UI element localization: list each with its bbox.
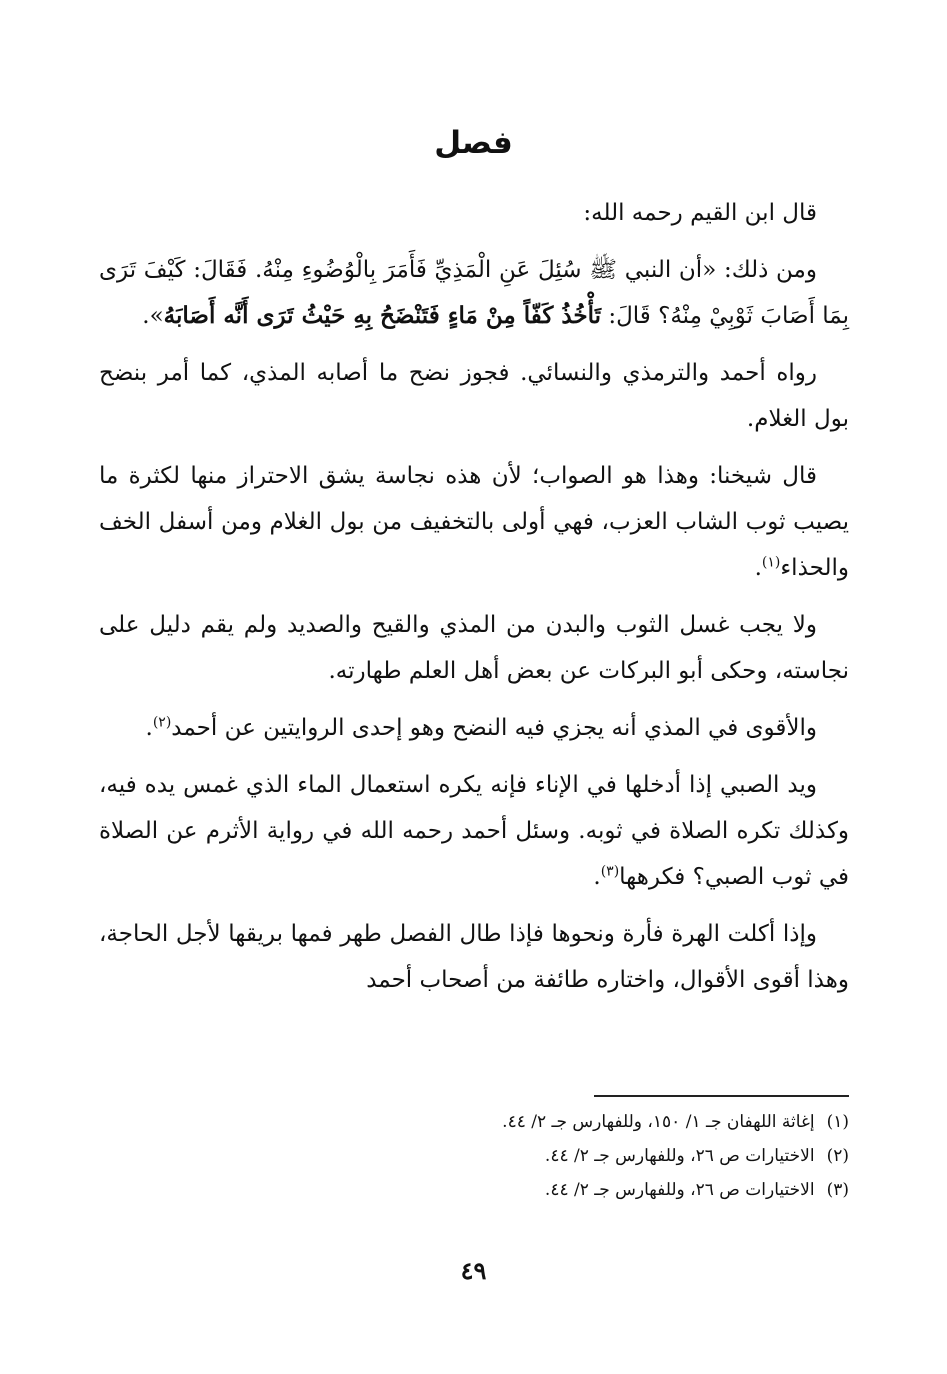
footnote-number: (٣)	[826, 1180, 849, 1200]
footnote-reference-1[interactable]: (١)	[761, 554, 781, 571]
footnote-text: إغاثة اللهفان جـ ١/ ١٥٠، وللفهارس جـ ٢/ ٤٤.	[502, 1112, 815, 1132]
paragraph-3: رواه أحمد والترمذي والنسائي. فجوز نضح ما أصابه المذي، كما أمر بنضح بول الغلام.	[99, 360, 849, 432]
paragraph-8: وإذا أكلت الهرة فأرة ونحوها فإذا طال الفصل طهر فمها بريقها لأجل الحاجة، وهذا أقوى الأقوال، واختاره طائفة من أصحاب أحمد	[99, 921, 849, 993]
main-text	[99, 190, 849, 1014]
paragraph-4	[99, 453, 849, 591]
footnote-reference-3[interactable]: (٣)	[600, 863, 620, 880]
hadith-answer: تَأْخُذُ كَفّاً مِنْ مَاءٍ فَتَنْضَحُ بِهِ حَيْثُ تَرَى أَنَّه أَصَابَهُ	[163, 302, 602, 329]
paragraph-7	[99, 762, 849, 900]
footnote-3	[99, 1173, 849, 1207]
hadith-close: ».	[142, 303, 164, 329]
footnote-text: الاختيارات ص ٢٦، وللفهارس جـ ٢/ ٤٤.	[544, 1180, 815, 1200]
footnote-divider	[594, 1095, 849, 1097]
paragraph-7-end: .	[593, 864, 601, 890]
paragraph-7-text: ويد الصبي إذا أدخلها في الإناء فإنه يكره استعمال الماء الذي غمس يده فيه، وكذلك تكره الصلاة في ثوبه. وسئل أحمد رحمه الله في رواية الأثرم عن الصلاة في ثوب الصبي؟ فكرهها	[99, 772, 849, 890]
footnote-2	[99, 1139, 849, 1173]
footnote-text: الاختيارات ص ٢٦، وللفهارس جـ ٢/ ٤٤.	[544, 1146, 815, 1166]
paragraph-2	[99, 247, 849, 339]
paragraph-4-end: .	[754, 555, 762, 581]
paragraph-6-text: والأقوى في المذي أنه يجزي فيه النضح وهو إحدى الروايتين عن أحمد	[171, 715, 817, 741]
section-title: فصل	[434, 125, 513, 161]
footnote-number: (٢)	[826, 1146, 849, 1166]
paragraph-4-text: قال شيخنا: وهذا هو الصواب؛ لأن هذه نجاسة يشق الاحتراز منها لكثرة ما يصيب ثوب الشاب العزب، فهي أولى بالتخفيف من بول الغلام ومن أسفل الخف والحذاء	[99, 463, 849, 581]
footnote-number: (١)	[826, 1112, 849, 1132]
paragraph-6	[99, 705, 849, 751]
footnote-reference-2[interactable]: (٢)	[152, 714, 172, 731]
paragraph-6-end: .	[145, 715, 153, 741]
paragraph-5: ولا يجب غسل الثوب والبدن من المذي والقيح والصديد ولم يقم دليل على نجاسته، وحكى أبو البركات عن بعض أهل العلم طهارته.	[99, 612, 849, 684]
hadith-intro: ومن ذلك: «أن النبي ﷺ سُئِلَ عَنِ الْمَذِيِّ فَأَمَرَ بِالْوُضُوءِ مِنْهُ. فَقَالَ: كَيْفَ تَرَى بِمَا أَصَابَ ثَوْبِيْ مِنْهُ؟ قَالَ:	[99, 257, 849, 329]
footnotes	[99, 1105, 849, 1207]
page-number: ٤٩	[460, 1256, 487, 1285]
paragraph-1: قال ابن القيم رحمه الله:	[583, 200, 817, 226]
footnote-1	[99, 1105, 849, 1139]
